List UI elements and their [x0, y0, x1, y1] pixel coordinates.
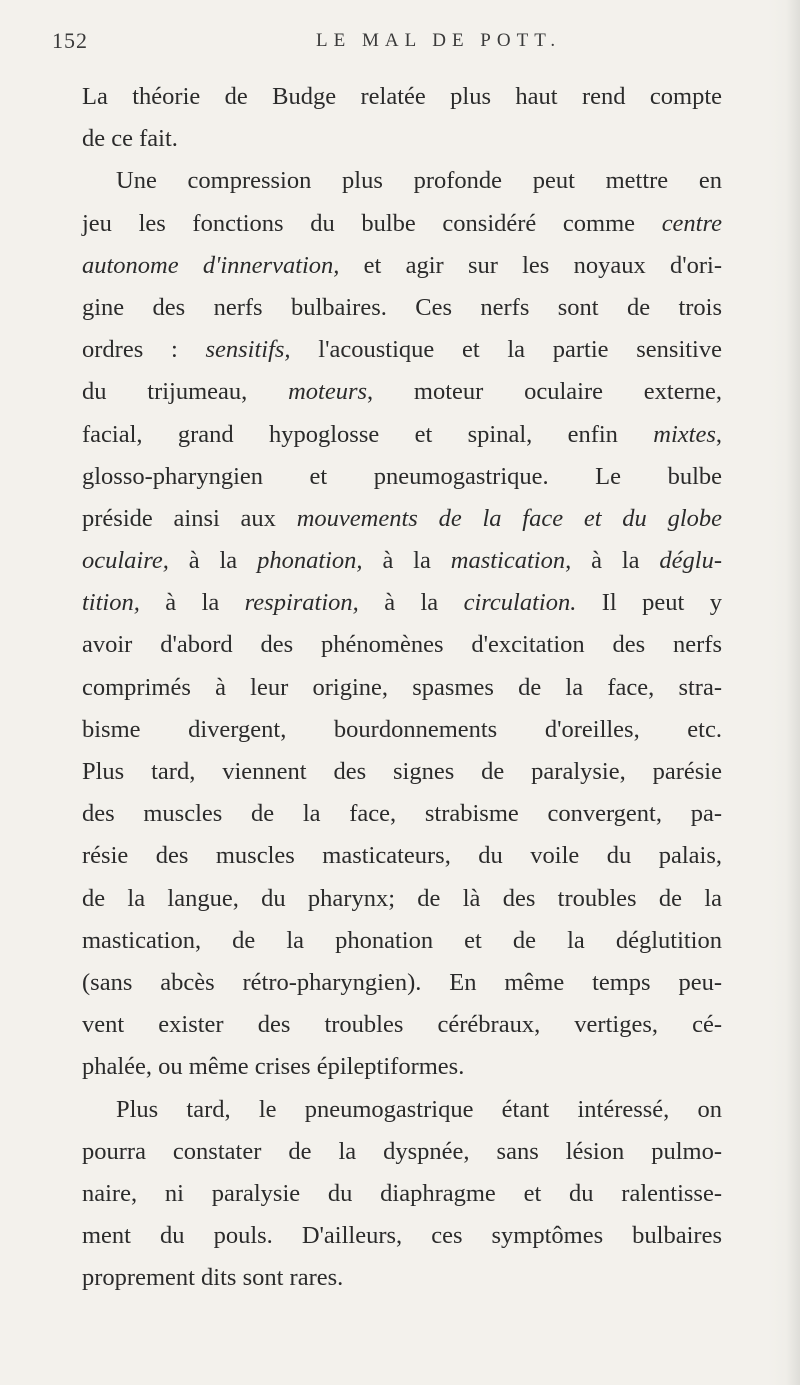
text-line — [82, 371, 722, 413]
text-line — [82, 793, 722, 835]
text-span: glosso-pharyngien et pneumogastrique. Le bulbe — [82, 462, 722, 490]
text-line — [82, 160, 722, 202]
text-span: vent exister des troubles cérébraux, vertiges, cé- — [82, 1011, 722, 1039]
text-span: mastication, de la phonation et de la déglutition — [82, 926, 722, 954]
text-line — [82, 667, 722, 709]
text-line — [82, 1089, 722, 1131]
text-span: , — [715, 420, 722, 448]
text-line — [82, 414, 722, 456]
text-span: comprimés à leur origine, spasmes de la face, stra- — [82, 673, 722, 701]
text-span: ordres : — [82, 336, 206, 364]
text-line — [82, 540, 722, 582]
text-span: et agir sur les noyaux d'ori- — [339, 251, 722, 279]
italic-text: tition, — [82, 589, 140, 617]
text-span: préside ainsi aux — [82, 504, 297, 532]
text-span: gine des nerfs bulbaires. Ces nerfs sont de trois — [82, 293, 722, 321]
italic-text: respiration, — [244, 589, 359, 617]
italic-text: sensitifs, — [205, 336, 291, 364]
italic-text: mixtes — [653, 420, 716, 448]
text-span: La théorie de Budge relatée plus haut rend compte — [82, 83, 722, 110]
text-span: ment du pouls. D'ailleurs, ces symptômes bulbaires — [82, 1222, 722, 1250]
text-span: à la — [168, 547, 258, 575]
text-span: bisme divergent, bourdonnements d'oreilles, etc. — [82, 715, 722, 743]
text-span: à la — [571, 547, 660, 575]
italic-text: autonome d'innervation, — [82, 251, 340, 279]
text-span: Il peut y — [576, 589, 722, 617]
running-head: LE MAL DE POTT. — [316, 30, 562, 51]
text-span: facial, grand hypoglosse et spinal, enfin — [82, 420, 654, 448]
italic-text: moteurs — [288, 378, 368, 406]
text-span: Une compression plus profonde peut mettre en — [116, 167, 722, 195]
text-line — [82, 878, 722, 920]
text-span: à la — [358, 589, 464, 617]
text-line — [82, 582, 722, 624]
text-span: Plus tard, le pneumogastrique étant intéressé, on — [116, 1095, 722, 1123]
text-line — [82, 1173, 722, 1215]
text-span: résie des muscles masticateurs, du voile du palais, — [82, 842, 722, 870]
text-span: (sans abcès rétro-pharyngien). En même temps peu- — [82, 968, 722, 996]
text-line — [82, 962, 722, 1004]
text-span: à la — [362, 547, 451, 575]
italic-text: mouvements de la face et du globe — [296, 504, 722, 532]
text-line — [82, 118, 722, 160]
text-line — [82, 709, 722, 751]
text-span: jeu les fonctions du bulbe considéré comme — [82, 209, 662, 237]
text-line — [82, 329, 722, 371]
italic-text: centre — [661, 209, 722, 237]
text-span: proprement dits sont rares. — [82, 1264, 344, 1292]
text-line — [82, 1131, 722, 1173]
text-span: Plus tard, viennent des signes de paralysie, parésie — [82, 758, 722, 785]
text-line — [82, 245, 722, 287]
page-header — [52, 28, 732, 58]
text-span: pourra constater de la dyspnée, sans lésion pulmo- — [82, 1137, 722, 1165]
text-line — [82, 1215, 722, 1257]
text-span: phalée, ou même crises épileptiformes. — [82, 1053, 465, 1081]
page-number: 152 — [52, 28, 88, 53]
text-line — [82, 835, 722, 877]
page-edge-shadow — [786, 0, 800, 1385]
text-line — [82, 1257, 722, 1299]
text-line — [82, 1046, 722, 1088]
text-span: du trijumeau, — [82, 378, 289, 406]
text-line — [82, 1004, 722, 1046]
text-span: de la langue, du pharynx; de là des troubles de la — [82, 884, 722, 912]
text-line — [82, 203, 722, 245]
text-line — [82, 920, 722, 962]
italic-text: mastication, — [450, 547, 572, 575]
text-line — [82, 751, 722, 793]
italic-text: déglu- — [659, 547, 722, 575]
italic-text: phonation, — [257, 547, 363, 575]
text-line — [82, 76, 722, 118]
text-span: des muscles de la face, strabisme convergent, pa- — [82, 800, 722, 828]
text-span: , moteur oculaire externe, — [367, 378, 722, 406]
text-span: l'acoustique et la partie sensitive — [290, 336, 722, 364]
text-span: à la — [139, 589, 245, 617]
body-text — [82, 76, 722, 1299]
text-line — [82, 498, 722, 540]
text-line — [82, 287, 722, 329]
text-span: avoir d'abord des phénomènes d'excitation des nerfs — [82, 631, 722, 659]
text-span: de ce fait. — [82, 125, 178, 153]
text-span: naire, ni paralysie du diaphragme et du ralentisse- — [82, 1179, 722, 1207]
italic-text: circulation. — [463, 589, 577, 617]
text-line — [82, 624, 722, 666]
italic-text: oculaire, — [82, 547, 169, 575]
text-line — [82, 456, 722, 498]
